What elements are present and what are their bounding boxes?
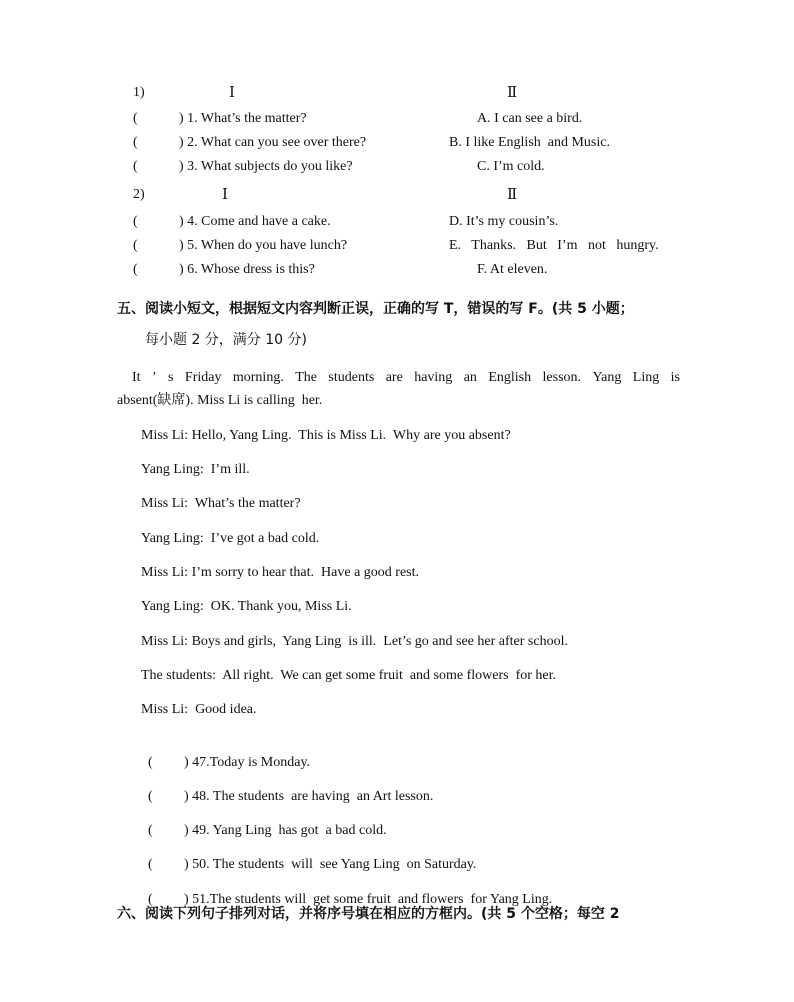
passage-word: morning.: [232, 370, 284, 385]
passage-word: an: [463, 370, 477, 385]
matching-answer-c: C. I’m cold.: [477, 159, 545, 174]
tf-question-text: ) 49. Yang Ling has got a bad cold.: [184, 823, 387, 838]
dialogue-line-8: The students: All right. We can get some fruit and some flowers for her.: [141, 668, 557, 683]
dialogue-line-4: Yang Ling: I’ve got a bad cold.: [141, 531, 320, 546]
tf-question-47: [141, 736, 310, 772]
tf-question-49: [141, 804, 387, 840]
answer-blank[interactable]: (: [148, 823, 153, 838]
passage-word: is: [670, 370, 680, 385]
matching-row-1: [133, 110, 307, 128]
answer-blank[interactable]: (: [148, 789, 153, 804]
answer-blank[interactable]: (: [133, 214, 138, 229]
section5-header-line2: 每小题 2 分，满分 10 分): [145, 332, 307, 348]
passage-word: ’: [151, 370, 157, 385]
tf-question-text: ) 51.The students will get some fruit and flowers for Yang Ling.: [184, 892, 553, 907]
answer-blank[interactable]: (: [133, 238, 138, 253]
passage-word: It: [132, 370, 141, 385]
dialogue-line-2: Yang Ling: I’m ill.: [141, 462, 250, 477]
tf-question-text: ) 50. The students will see Yang Ling on Saturday.: [184, 857, 477, 872]
matching-answer-d: D. It’s my cousin’s.: [449, 214, 559, 229]
tf-question-text: ) 48. The students are having an Art lesson.: [184, 789, 434, 804]
tf-question-50: [141, 838, 476, 874]
matching-question: ) 1. What’s the matter?: [179, 111, 307, 126]
dialogue-line-9: Miss Li: Good idea.: [141, 702, 257, 717]
passage-word: Friday: [184, 370, 222, 385]
matching-question: ) 4. Come and have a cake.: [179, 214, 331, 229]
passage-word: students: [328, 370, 375, 385]
passage-line-1: [132, 369, 680, 387]
passage-word: s: [168, 370, 174, 385]
matching-group1-col1-heading: Ⅰ: [229, 83, 235, 101]
matching-row-6: [133, 261, 315, 279]
matching-answer-e: E. Thanks. But I’m not hungry.: [449, 238, 659, 253]
dialogue-line-5: Miss Li: I’m sorry to hear that. Have a good rest.: [141, 565, 419, 580]
passage-line-2: absent(缺席). Miss Li is calling her.: [117, 393, 323, 408]
tf-question-48: [141, 770, 433, 806]
dialogue-line-3: Miss Li: What’s the matter?: [141, 496, 301, 511]
answer-blank[interactable]: (: [148, 892, 153, 907]
answer-blank[interactable]: (: [148, 755, 153, 770]
passage-word: lesson.: [542, 370, 582, 385]
matching-row-4: [133, 213, 331, 231]
passage-word: having: [414, 370, 453, 385]
matching-group2-col2-heading: Ⅱ: [507, 185, 518, 203]
matching-group1-col2-heading: Ⅱ: [507, 83, 518, 101]
passage-word: English: [488, 370, 532, 385]
matching-question: ) 6. Whose dress is this?: [179, 262, 315, 277]
matching-group2-col1-heading: Ⅰ: [222, 185, 228, 203]
answer-blank[interactable]: (: [133, 159, 138, 174]
section5-header-line1: 五、阅读小短文，根据短文内容判断正误，正确的写 T，错误的写 F。(共 5 小题；: [117, 301, 634, 317]
passage-word: Ling: [632, 370, 660, 385]
passage-word: The: [295, 370, 317, 385]
matching-row-3: [133, 158, 353, 176]
answer-blank[interactable]: (: [133, 262, 138, 277]
dialogue-line-7: Miss Li: Boys and girls, Yang Ling is ill. Let’s go and see her after school.: [141, 634, 568, 649]
dialogue-line-6: Yang Ling: OK. Thank you, Miss Li.: [141, 599, 352, 614]
matching-group2-label: 2): [133, 187, 145, 202]
section6-header: 六、阅读下列句子排列对话，并将序号填在相应的方框内。(共 5 个空格；每空 2: [117, 906, 620, 922]
matching-question: ) 2. What can you see over there?: [179, 135, 367, 150]
matching-answer-a: A. I can see a bird.: [477, 111, 583, 126]
passage-word: Yang: [592, 370, 622, 385]
answer-blank[interactable]: (: [148, 857, 153, 872]
answer-blank[interactable]: (: [133, 135, 138, 150]
tf-question-51: [141, 873, 552, 909]
dialogue-line-1: Miss Li: Hello, Yang Ling. This is Miss Li. Why are you absent?: [141, 428, 511, 443]
matching-answer-f: F. At eleven.: [477, 262, 548, 277]
tf-question-text: ) 47.Today is Monday.: [184, 755, 311, 770]
matching-row-5: [133, 237, 347, 255]
matching-row-2: [133, 134, 366, 152]
passage-word: are: [385, 370, 403, 385]
matching-group1-label: 1): [133, 85, 145, 100]
matching-question: ) 5. When do you have lunch?: [179, 238, 348, 253]
matching-question: ) 3. What subjects do you like?: [179, 159, 353, 174]
matching-answer-b: B. I like English and Music.: [449, 135, 610, 150]
answer-blank[interactable]: (: [133, 111, 138, 126]
